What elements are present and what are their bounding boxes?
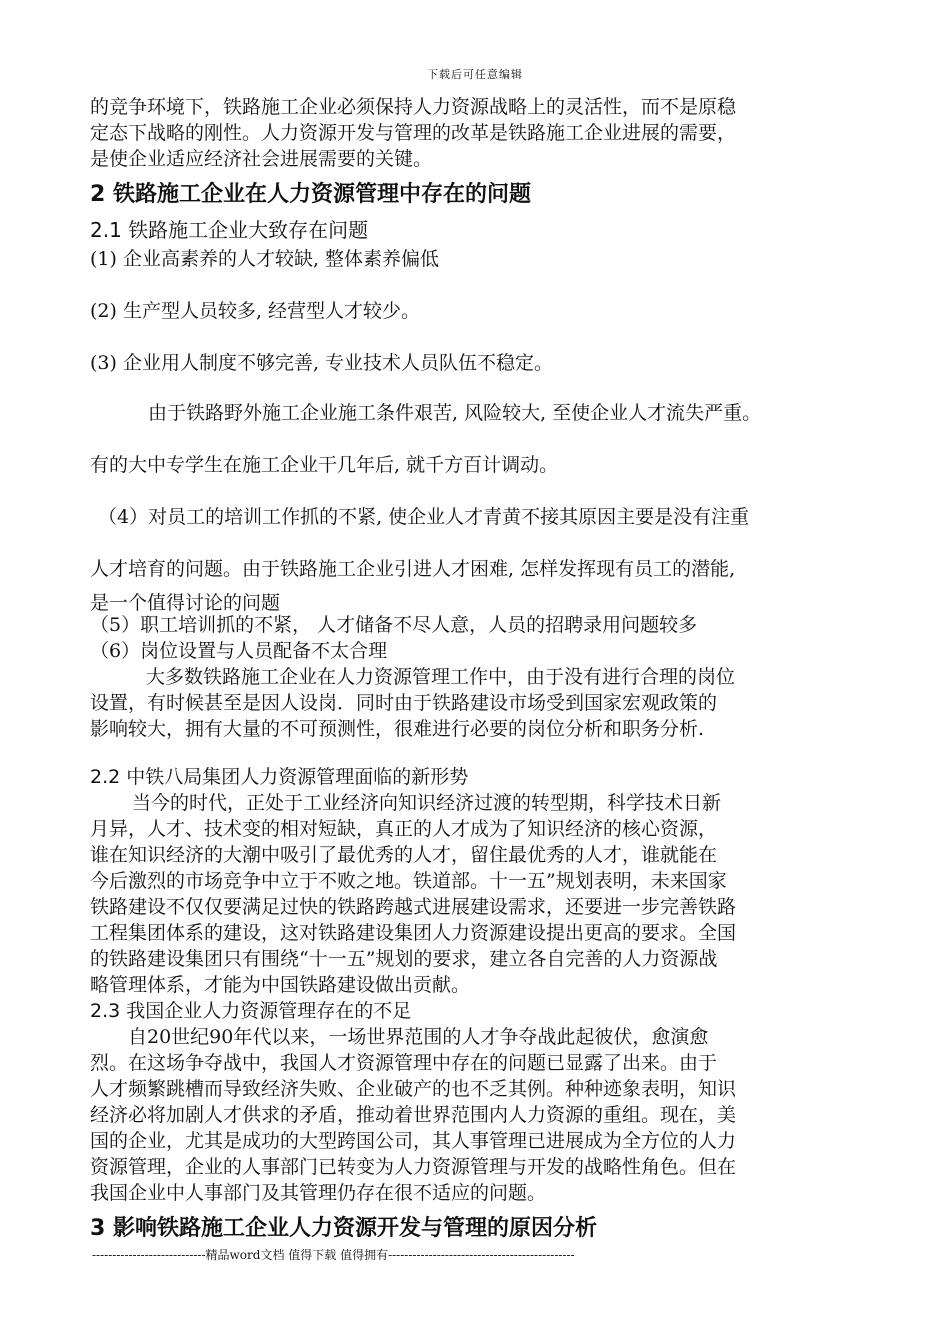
section-3-heading: 3 影响铁路施工企业人力资源开发与管理的原因分析 [90, 1216, 597, 1241]
list-item-4-line-3: 是一个值得讨论的问题 [90, 592, 281, 614]
section-2-3-line-7: 我国企业中人事部门及其管理仍存在很不适应的问题。 [90, 1182, 547, 1204]
page-footer: ----------------------------精品word文档 值得下载 值得拥有---------------------------------------------- [92, 1248, 575, 1262]
section-2-2-line-1: 当今的时代，正处于工业经济向知识经济过渡的转型期，科学技术日新 [132, 792, 722, 814]
list-item-5: （5）职工培训抓的不紧， 人才储备不尽人意，人员的招聘录用问题较多 [90, 614, 698, 636]
document-body [90, 92, 890, 1246]
list-item-2: (2) 生产型人员较多, 经营型人才较少。 [90, 300, 421, 322]
section-2-1-heading: 2.1 铁路施工企业大致存在问题 [90, 218, 369, 242]
section-2-2-line-2: 月异，人才、技术变的相对短缺，真正的人才成为了知识经济的核心资源， [90, 818, 718, 840]
list-item-4-line-2: 人才培育的问题。由于铁路施工企业引进人才困难, 怎样发挥现有员工的潜能, [90, 558, 736, 580]
section-2-heading: 2 铁路施工企业在人力资源管理中存在的问题 [90, 182, 531, 207]
section-2-2-line-5: 铁路建设不仅仅要满足过快的铁路跨越式进展建设需求，还要进一步完善铁路 [90, 896, 737, 918]
section-2-3-heading: 2.3 我国企业人力资源管理存在的不足 [90, 1000, 412, 1022]
section-2-2-line-6: 工程集团体系的建设，这对铁路建设集团人力资源建设提出更高的要求。全国 [90, 922, 737, 944]
section-2-2-line-7: 的铁路建设集团只有围绕“十一五”规划的要求，建立各自完善的人力资源战 [90, 948, 718, 970]
list-item-1: (1) 企业高素养的人才较缺, 整体素养偏低 [90, 248, 440, 270]
section-2-3-line-3: 人才频繁跳槽而导致经济失败、企业破产的也不乏其例。种种迹象表明，知识 [90, 1078, 737, 1100]
section-2-3-line-6: 资源管理，企业的人事部门已转变为人力资源管理与开发的战略性角色。但在 [90, 1156, 737, 1178]
list-item-6-detail-3: 影响较大，拥有大量的不可预测性，很难进行必要的岗位分析和职务分析. [90, 718, 705, 740]
intro-line-1: 的竞争环境下，铁路施工企业必须保持人力资源战略上的灵活性，而不是原稳 [90, 96, 737, 118]
section-2-3-line-1: 自20世纪90年代以来，一场世界范围的人才争夺战此起彼伏，愈演愈 [128, 1026, 709, 1048]
section-2-2-line-4: 今后激烈的市场竞争中立于不败之地。铁道部。十一五”规划表明，未来国家 [90, 870, 727, 892]
section-2-2-line-3: 谁在知识经济的大潮中吸引了最优秀的人才，留住最优秀的人才，谁就能在 [90, 844, 718, 866]
intro-line-2: 定态下战略的刚性。人力资源开发与管理的改革是铁路施工企业进展的需要， [90, 122, 737, 144]
section-2-2-line-8: 略管理体系，才能为中国铁路建设做出贡献。 [90, 974, 471, 996]
list-item-6-detail-1: 大多数铁路施工企业在人力资源管理工作中，由于没有进行合理的岗位 [146, 666, 736, 688]
intro-line-3: 是使企业适应经济社会进展需要的关键。 [90, 148, 433, 170]
list-item-6-detail-2: 设置，有时候甚至是因人设岗．同时由于铁路建设市场受到国家宏观政策的 [90, 692, 718, 714]
list-item-4-line-1: （4）对员工的培训工作抓的不紧, 使企业人才青黄不接其原因主要是没有注重 [98, 506, 750, 528]
list-item-3-detail-1: 由于铁路野外施工企业施工条件艰苦, 风险较大, 至使企业人才流失严重。 [148, 402, 762, 424]
list-item-3-detail-2: 有的大中专学生在施工企业干几年后, 就千方百计调动。 [90, 454, 559, 476]
list-item-3: (3) 企业用人制度不够完善, 专业技术人员队伍不稳定。 [90, 352, 554, 374]
section-2-3-line-2: 烈。在这场争夺战中，我国人才资源管理中存在的问题已显露了出来。由于 [90, 1052, 718, 1074]
section-2-3-line-4: 经济必将加剧人才供求的矛盾，推动着世界范围内人力资源的重组。现在，美 [90, 1104, 737, 1126]
list-item-6: （6）岗位设置与人员配备不太合理 [90, 640, 388, 662]
section-2-2-heading: 2.2 中铁八局集团人力资源管理面临的新形势 [90, 766, 469, 788]
section-2-3-line-5: 国的企业，尤其是成功的大型跨国公司，其人事管理已进展成为全方位的人力 [90, 1130, 737, 1152]
page-header: 下载后可任意编辑 [427, 68, 523, 81]
